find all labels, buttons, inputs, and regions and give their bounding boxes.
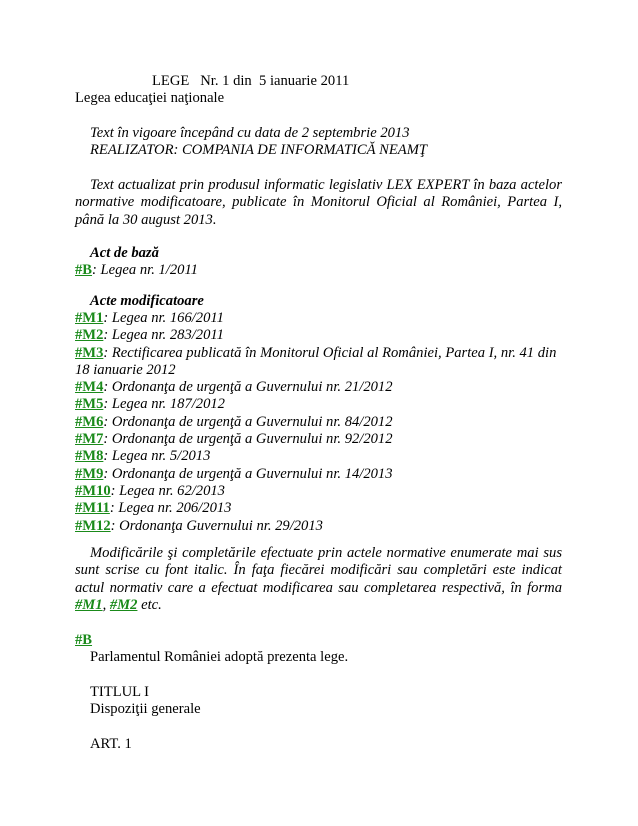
list-item — [75, 500, 562, 517]
act-text: : Ordonanţa Guvernului nr. 29/2013 — [110, 517, 323, 534]
act-text: : Rectificarea publicată în Monitorul Oficial al României, Partea I, nr. 41 din 18 ianuarie 2012 — [75, 344, 557, 378]
act-tag-link[interactable]: #M9 — [75, 465, 104, 482]
list-item — [75, 518, 562, 535]
act-text: : Legea nr. 283/2011 — [103, 327, 224, 344]
act-tag-link[interactable]: #M4 — [75, 379, 104, 396]
list-item — [75, 414, 562, 431]
base-act-tag-link[interactable]: #B — [75, 262, 93, 278]
modifying-acts-heading: Acte modificatoare — [90, 293, 204, 309]
list-item — [75, 448, 562, 465]
base-act-text: : Legea nr. 1/2011 — [92, 262, 198, 278]
title-name: Dispoziţii generale — [90, 701, 201, 717]
act-tag-link[interactable]: #M8 — [75, 448, 104, 465]
intro-paragraph: Text actualizat prin produsul informatic legislativ LEX EXPERT în baza actelor normative modificatoare, publicate în Monitorul Oficial al României, Partea I, până la 30 august 2013. — [75, 177, 562, 228]
list-item — [75, 431, 562, 448]
act-text: : Ordonanţa de urgenţă a Guvernului nr. 21/2012 — [103, 379, 393, 396]
italic-note-paragraph — [75, 545, 562, 614]
law-subtitle: Legea educaţiei naţionale — [75, 90, 225, 106]
list-item — [75, 483, 562, 500]
article-heading: ART. 1 — [90, 736, 132, 752]
note-tail: etc. — [137, 596, 162, 613]
act-text: : Ordonanţa de urgenţă a Guvernului nr. 84/2012 — [103, 413, 393, 430]
act-tag-link[interactable]: #M6 — [75, 413, 104, 430]
list-item — [75, 310, 562, 327]
note-tag-m2-link[interactable]: #M2 — [109, 596, 138, 613]
act-tag-link[interactable]: #M12 — [75, 517, 111, 534]
act-tag-link[interactable]: #M10 — [75, 482, 111, 499]
act-text: : Legea nr. 206/2013 — [109, 500, 232, 517]
act-text: : Ordonanţa de urgenţă a Guvernului nr. 92/2012 — [103, 431, 393, 448]
list-item — [75, 466, 562, 483]
list-item — [75, 379, 562, 396]
act-text: : Legea nr. 62/2013 — [110, 482, 225, 499]
act-tag-link[interactable]: #M1 — [75, 310, 104, 326]
adoption-statement: Parlamentul României adoptă prezenta lege. — [90, 649, 349, 665]
note-text: Modificările şi completările efectuate prin actele normative enumerate mai sus sunt scrise cu font italic. În faţa fiecărei modificări sau completări este indicat actul normativ care a efectuat modificarea sau completarea respectivă, în forma — [75, 545, 562, 596]
act-text: : Ordonanţa de urgenţă a Guvernului nr. 14/2013 — [103, 465, 393, 482]
act-text: : Legea nr. 166/2011 — [103, 310, 224, 326]
act-tag-link[interactable]: #M7 — [75, 431, 104, 448]
intro-effective-date: Text în vigoare începând cu data de 2 septembrie 2013 — [90, 125, 410, 141]
law-title: LEGE Nr. 1 din 5 ianuarie 2011 — [152, 73, 350, 89]
act-tag-link[interactable]: #M5 — [75, 396, 104, 413]
list-item — [75, 327, 562, 344]
list-item — [75, 345, 562, 380]
modifying-acts-list — [75, 310, 562, 535]
body-tag-link[interactable]: #B — [75, 632, 93, 648]
act-tag-link[interactable]: #M3 — [75, 344, 104, 361]
act-text: : Legea nr. 187/2012 — [103, 396, 225, 413]
act-tag-link[interactable]: #M11 — [75, 500, 110, 517]
intro-realizer: REALIZATOR: COMPANIA DE INFORMATICĂ NEAMŢ — [90, 142, 427, 158]
note-tag-m1-link[interactable]: #M1 — [75, 596, 103, 613]
act-tag-link[interactable]: #M2 — [75, 327, 104, 344]
list-item — [75, 396, 562, 413]
body-tag-line — [75, 632, 562, 649]
base-act-heading: Act de bază — [90, 245, 159, 261]
title-heading: TITLUL I — [90, 684, 150, 700]
base-act-line — [75, 262, 562, 279]
act-text: : Legea nr. 5/2013 — [103, 448, 211, 465]
note-separator: , — [102, 596, 110, 613]
